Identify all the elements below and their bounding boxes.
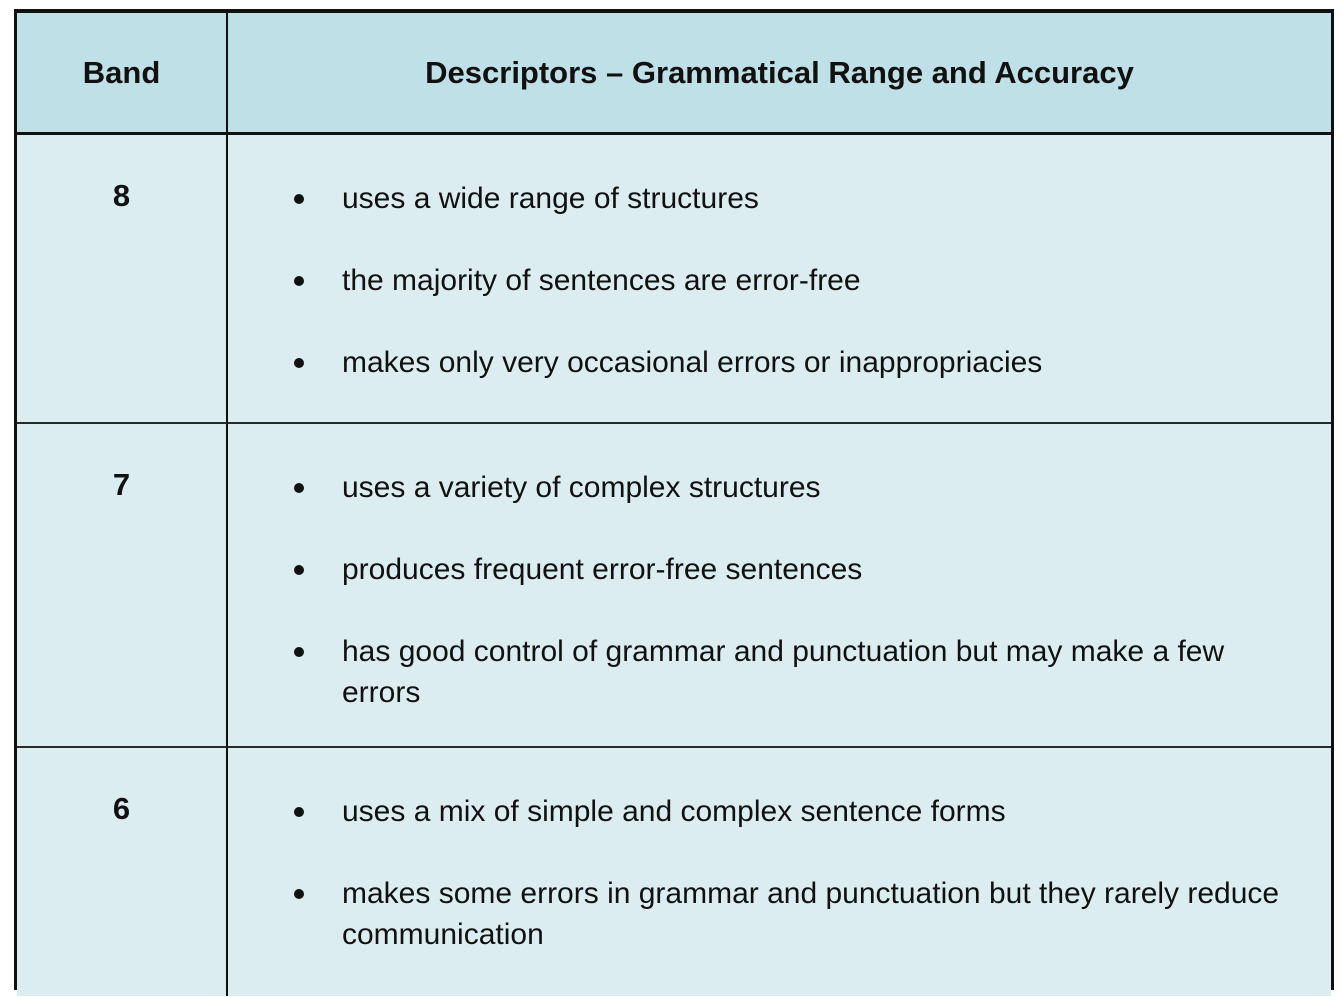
descriptor-text: produces frequent error-free sentences bbox=[342, 553, 863, 586]
descriptor-cell-6 bbox=[228, 748, 1331, 996]
band-cell-8 bbox=[17, 135, 228, 424]
descriptor-item bbox=[228, 467, 1331, 508]
descriptor-item bbox=[228, 260, 1331, 301]
bullet-icon bbox=[294, 276, 304, 286]
descriptor-list bbox=[228, 178, 1331, 383]
descriptors-column-header bbox=[228, 13, 1331, 135]
band-value: 6 bbox=[112, 791, 131, 826]
descriptor-item bbox=[228, 549, 1331, 590]
descriptor-text: uses a wide range of structures bbox=[342, 182, 759, 215]
bullet-icon bbox=[294, 358, 304, 368]
bullet-icon bbox=[294, 565, 304, 575]
descriptor-cell-8 bbox=[228, 135, 1331, 424]
band-cell-6 bbox=[17, 748, 228, 996]
descriptor-text: the majority of sentences are error-free bbox=[342, 264, 861, 297]
descriptor-item bbox=[228, 178, 1331, 219]
descriptor-text: makes some errors in grammar and punctuation but they rarely reduce communication bbox=[342, 877, 1280, 951]
descriptor-item bbox=[228, 631, 1331, 713]
descriptor-item bbox=[228, 873, 1331, 955]
descriptor-text: uses a mix of simple and complex sentence forms bbox=[342, 795, 1006, 828]
descriptor-text: uses a variety of complex structures bbox=[342, 471, 821, 504]
descriptor-text: has good control of grammar and punctuation but may make a few errors bbox=[342, 635, 1225, 709]
band-descriptor-table bbox=[14, 9, 1334, 990]
band-column-header bbox=[17, 13, 228, 135]
descriptor-item bbox=[228, 342, 1331, 383]
descriptor-text: makes only very occasional errors or inappropriacies bbox=[342, 346, 1043, 379]
descriptor-cell-7 bbox=[228, 424, 1331, 748]
band-header-label: Band bbox=[82, 54, 161, 90]
bullet-icon bbox=[294, 807, 304, 817]
bullet-icon bbox=[294, 194, 304, 204]
band-cell-7 bbox=[17, 424, 228, 748]
descriptor-list bbox=[228, 791, 1331, 955]
descriptors-header-label: Descriptors – Grammatical Range and Accuracy bbox=[425, 54, 1134, 90]
bullet-icon bbox=[294, 483, 304, 493]
bullet-icon bbox=[294, 889, 304, 899]
band-value: 7 bbox=[112, 467, 131, 502]
descriptor-item bbox=[228, 791, 1331, 832]
bullet-icon bbox=[294, 647, 304, 657]
descriptor-list bbox=[228, 467, 1331, 713]
band-value: 8 bbox=[112, 178, 131, 213]
